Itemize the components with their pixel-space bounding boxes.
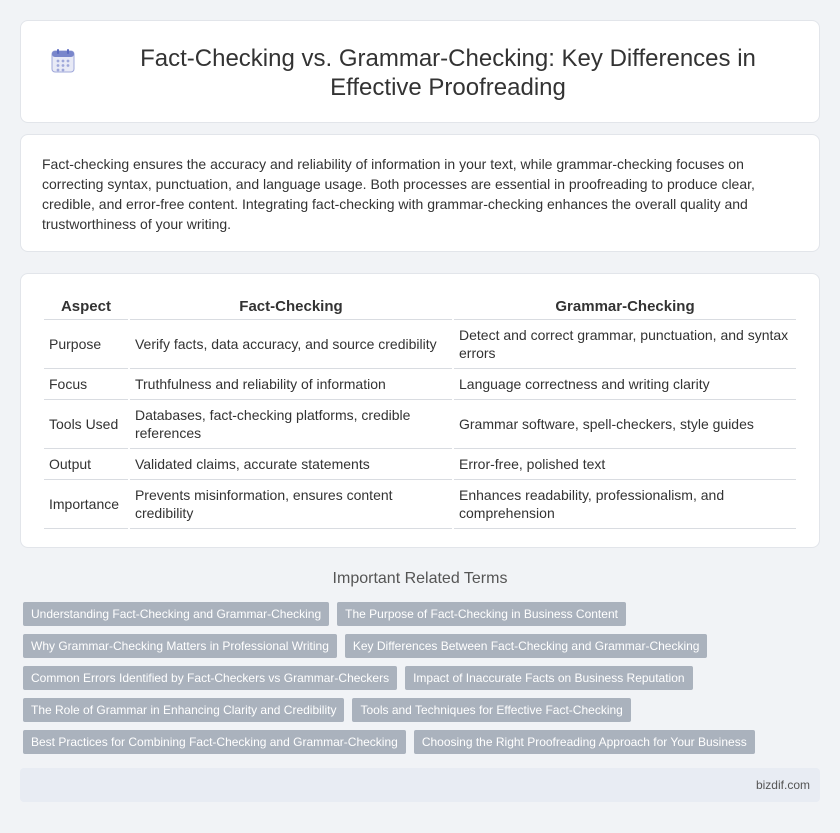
table-row (44, 400, 796, 449)
table-cell: Databases, fact-checking platforms, credible references (130, 400, 452, 449)
table-row (44, 369, 796, 400)
table-cell: Enhances readability, professionalism, and comprehension (454, 480, 796, 529)
related-term-link[interactable]: The Purpose of Fact-Checking in Business Content (337, 602, 626, 626)
table-cell: Verify facts, data accuracy, and source credibility (130, 320, 452, 369)
related-term-link[interactable]: Common Errors Identified by Fact-Checkers vs Grammar-Checkers (23, 666, 397, 690)
intro-card (20, 134, 820, 252)
related-term-link[interactable]: Key Differences Between Fact-Checking and Grammar-Checking (345, 634, 708, 658)
table-cell: Validated claims, accurate statements (130, 449, 452, 480)
related-term-link[interactable]: The Role of Grammar in Enhancing Clarity and Credibility (23, 698, 344, 722)
table-row (44, 449, 796, 480)
table-cell: Tools Used (44, 400, 128, 449)
table-cell: Prevents misinformation, ensures content credibility (130, 480, 452, 529)
column-header-grammar-checking: Grammar-Checking (454, 293, 796, 320)
related-terms-list (23, 602, 823, 762)
table-cell: Focus (44, 369, 128, 400)
table-cell: Output (44, 449, 128, 480)
footer-site-name[interactable]: bizdif.com (755, 778, 810, 792)
comparison-table (42, 293, 798, 529)
table-cell: Grammar software, spell-checkers, style guides (454, 400, 796, 449)
related-term-link[interactable]: Impact of Inaccurate Facts on Business Reputation (405, 666, 692, 690)
related-terms-title: Important Related Terms (332, 570, 508, 587)
related-term-link[interactable]: Understanding Fact-Checking and Grammar-Checking (23, 602, 329, 626)
table-row (44, 480, 796, 529)
comparison-table-card (20, 273, 820, 548)
column-header-aspect: Aspect (44, 293, 128, 320)
table-row (44, 320, 796, 369)
page-title: Fact-Checking vs. Grammar-Checking: Key Differences in Effective Proofreading (140, 45, 756, 101)
table-header-row (44, 293, 796, 320)
column-header-fact-checking: Fact-Checking (130, 293, 452, 320)
related-term-link[interactable]: Why Grammar-Checking Matters in Professional Writing (23, 634, 337, 658)
table-cell: Importance (44, 480, 128, 529)
table-cell: Error-free, polished text (454, 449, 796, 480)
related-term-link[interactable]: Choosing the Right Proofreading Approach for Your Business (414, 730, 755, 754)
table-cell: Language correctness and writing clarity (454, 369, 796, 400)
related-term-link[interactable]: Tools and Techniques for Effective Fact-Checking (352, 698, 630, 722)
related-term-link[interactable]: Best Practices for Combining Fact-Checking and Grammar-Checking (23, 730, 406, 754)
table-cell: Detect and correct grammar, punctuation, and syntax errors (454, 320, 796, 369)
footer (20, 768, 820, 802)
header-card (20, 20, 820, 123)
intro-text: Fact-checking ensures the accuracy and reliability of information in your text, while grammar-checking focuses on correcting syntax, punctuation, and language usage. Both processes are essential in proofreading to produce clear, credible, and error-free content. Integrating fact-checking with grammar-checking enhances the overall quality and trustworthiness of your writing. (42, 156, 755, 232)
table-cell: Purpose (44, 320, 128, 369)
calendar-icon (49, 47, 77, 75)
table-cell: Truthfulness and reliability of information (130, 369, 452, 400)
